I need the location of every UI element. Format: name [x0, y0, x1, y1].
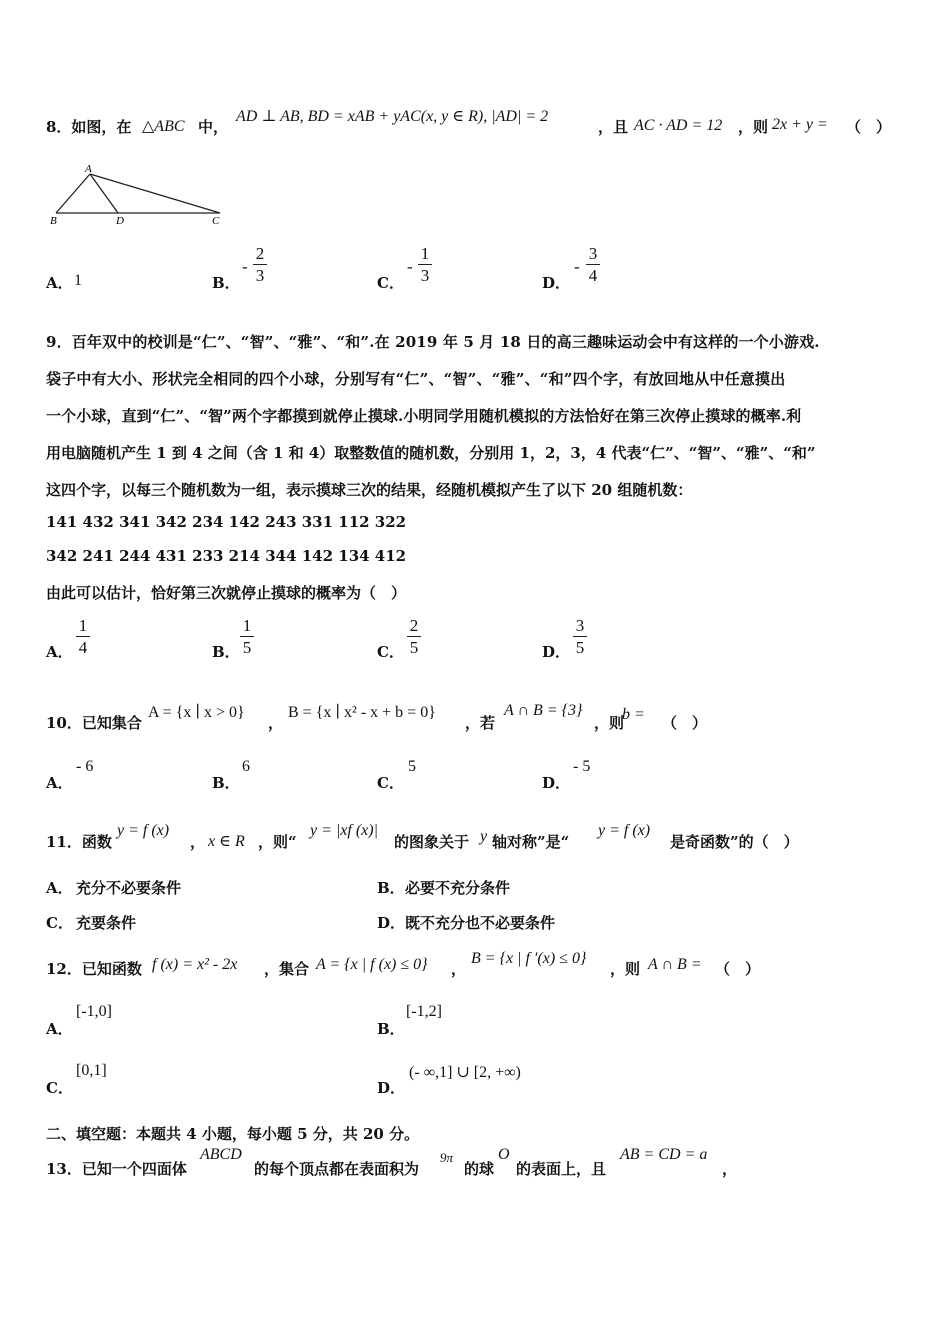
- q10-ze: ，则: [594, 714, 625, 732]
- denominator: 5: [242, 638, 252, 657]
- q9-line-5: 这四个字，以每三个随机数为一组，表示摸球三次的结果，经随机模拟产生了以下 20 组随机数：: [46, 481, 693, 499]
- numerator: 2: [255, 244, 265, 263]
- q10-ruo: ，若: [465, 714, 496, 732]
- q13-equation: AB = CD = a: [620, 1146, 708, 1163]
- q9-option-b-fraction: [240, 616, 254, 659]
- q10-set-a: A = {x ∣ x > 0}: [148, 704, 245, 721]
- q11-function-1: y = f (x): [117, 822, 170, 839]
- q9-option-a-fraction: [76, 616, 90, 659]
- q11-option-b-value: 必要不充分条件: [405, 879, 511, 897]
- q10-b: b =: [622, 706, 645, 723]
- q11-text-1: 的图象关于: [394, 833, 470, 851]
- q13-o: O: [498, 1146, 510, 1163]
- q9-option-c-label: C．: [377, 643, 404, 661]
- edge-ac: [90, 174, 220, 213]
- label-c: C: [212, 215, 220, 227]
- q9-line-3: 一个小球，直到“仁”、“智”两个字都摸到就停止摸球.小明同学用随机模拟的方法恰好在第三次停止摸球的概率.利: [46, 407, 802, 425]
- denominator: 4: [78, 638, 88, 657]
- q10-option-d-value: - 5: [573, 758, 591, 775]
- denominator: 5: [575, 638, 585, 657]
- q12-option-b-label: B．: [377, 1020, 405, 1038]
- numerator: 1: [420, 244, 430, 263]
- q10-intersection: A ∩ B = {3}: [504, 702, 583, 719]
- q10-option-a-value: - 6: [76, 758, 94, 775]
- q8-option-b-fraction: [253, 244, 267, 287]
- denominator: 3: [255, 266, 265, 285]
- q8-option-b-sign: -: [242, 257, 248, 276]
- q12-function: f (x) = x² - 2x: [152, 956, 238, 973]
- edge-ad: [90, 174, 118, 213]
- q8-option-a-value: 1: [74, 272, 82, 289]
- q12-option-c-label: C．: [46, 1079, 73, 1097]
- q9-option-c-fraction: [407, 616, 421, 659]
- q10-option-b-value: 6: [242, 758, 250, 775]
- numerator: 1: [242, 616, 252, 635]
- triangle-figure: [44, 160, 234, 230]
- numerator: 3: [575, 616, 585, 635]
- q12-set-b: B = {x | f ′(x) ≤ 0}: [471, 950, 587, 967]
- q8-ze: ，则: [738, 118, 769, 136]
- q11-option-a-value: 充分不必要条件: [76, 879, 182, 897]
- q8-option-c-label: C．: [377, 274, 404, 292]
- q13-text-1: 的每个顶点都在表面积为: [254, 1160, 420, 1178]
- q11-function-2: y = |xf (x)|: [310, 822, 378, 839]
- numerator: 3: [588, 244, 598, 263]
- q8-qie: ，且: [598, 118, 629, 136]
- q10-option-b-label: B．: [212, 774, 240, 792]
- q11-domain: x ∈ R: [208, 833, 245, 850]
- q12-option-a-label: A．: [46, 1020, 73, 1038]
- q13-area: 9π: [440, 1150, 454, 1165]
- q11-text-2: 轴对称”是“: [492, 833, 570, 851]
- q12-option-d-value: (- ∞,1] ∪ [2, +∞): [409, 1064, 521, 1081]
- q8-option-d-sign: -: [574, 257, 580, 276]
- q12-text-1: ，集合: [264, 960, 310, 978]
- q10-number: 10．已知集合: [46, 714, 142, 732]
- label-b: B: [50, 215, 57, 227]
- q13-end: ，: [722, 1160, 738, 1178]
- section-2-heading: 二、填空题：本题共 4 小题，每小题 5 分，共 20 分。: [46, 1125, 420, 1143]
- q8-zhong: 中，: [198, 118, 229, 136]
- q13-text-3: 的表面上，且: [516, 1160, 607, 1178]
- q11-y: y: [480, 828, 488, 845]
- q10-set-b: B = {x ∣ x² - x + b = 0}: [288, 704, 436, 721]
- q8-option-c-sign: -: [407, 257, 413, 276]
- q8-dot-product: AC · AD = 12: [634, 117, 723, 134]
- label-d: D: [116, 215, 124, 227]
- q8-option-d-fraction: [586, 244, 600, 287]
- q11-option-d-label: D．: [377, 914, 406, 932]
- q8-option-b-label: B．: [212, 274, 240, 292]
- q13-abcd: ABCD: [200, 1146, 242, 1163]
- denominator: 4: [588, 266, 598, 285]
- q12-intersection: A ∩ B =: [648, 956, 702, 973]
- q8-paren: （ ）: [846, 118, 892, 136]
- q12-number: 12．已知函数: [46, 960, 142, 978]
- q12-ze: ，则: [610, 960, 641, 978]
- q10-comma: ，: [268, 714, 284, 732]
- q9-question: 由此可以估计，恰好第三次就停止摸球的概率为（ ）: [46, 584, 407, 602]
- edge-ab: [56, 174, 90, 213]
- q13-text-2: 的球: [464, 1160, 495, 1178]
- q9-random-row-2: 342 241 244 431 233 214 344 142 134 412: [46, 547, 407, 565]
- q9-line-2: 袋子中有大小、形状完全相同的四个小球，分别写有“仁”、“智”、“雅”、“和”四个字，有放回地从中任意摸出: [46, 370, 786, 388]
- q8-triangle: △ABC: [142, 118, 185, 135]
- q10-option-c-label: C．: [377, 774, 404, 792]
- q11-option-a-label: A．: [46, 879, 73, 897]
- q10-option-c-value: 5: [408, 758, 416, 775]
- q10-paren: （ ）: [662, 714, 708, 732]
- label-a: A: [85, 163, 92, 175]
- q13-number: 13．已知一个四面体: [46, 1160, 187, 1178]
- q8-option-c-fraction: [418, 244, 432, 287]
- q11-option-d-value: 既不充分也不必要条件: [405, 914, 556, 932]
- q12-comma: ，: [451, 960, 467, 978]
- q11-option-c-value: 充要条件: [76, 914, 137, 932]
- q11-option-b-label: B．: [377, 879, 405, 897]
- q12-paren: （ ）: [715, 960, 761, 978]
- q8-expression: 2x + y =: [772, 116, 828, 133]
- q12-option-a-value: [-1,0]: [76, 1003, 112, 1020]
- q11-ze: ，则“: [258, 833, 297, 851]
- q12-option-c-value: [0,1]: [76, 1062, 107, 1079]
- q12-option-d-label: D．: [377, 1079, 406, 1097]
- q9-option-d-fraction: [573, 616, 587, 659]
- q11-number: 11．函数: [46, 833, 112, 851]
- numerator: 2: [409, 616, 419, 635]
- q11-function-3: y = f (x): [598, 822, 651, 839]
- q9-option-d-label: D．: [542, 643, 571, 661]
- q10-option-d-label: D．: [542, 774, 571, 792]
- q11-text-3: 是奇函数”的（ ）: [670, 833, 799, 851]
- denominator: 3: [420, 266, 430, 285]
- q11-option-c-label: C．: [46, 914, 73, 932]
- q8-option-d-label: D．: [542, 274, 571, 292]
- q9-random-row-1: 141 432 341 342 234 142 243 331 112 322: [46, 513, 407, 531]
- q9-line-1: 9．百年双中的校训是“仁”、“智”、“雅”、“和”.在 2019 年 5 月 18 日的高三趣味运动会中有这样的一个小游戏.: [46, 333, 820, 351]
- numerator: 1: [78, 616, 88, 635]
- q9-line-4: 用电脑随机产生 1 到 4 之间（含 1 和 4）取整数值的随机数，分别用 1，2，3，4 代表“仁”、“智”、“雅”、“和”: [46, 444, 816, 462]
- q9-option-a-label: A．: [46, 643, 73, 661]
- q11-comma: ，: [190, 833, 206, 851]
- q8-number: 8．如图，在: [46, 118, 132, 136]
- q10-option-a-label: A．: [46, 774, 73, 792]
- q12-set-a: A = {x | f (x) ≤ 0}: [316, 956, 428, 973]
- q8-condition: AD ⊥ AB, BD = xAB + yAC(x, y ∈ R), |AD| = 2: [236, 108, 549, 125]
- q12-option-b-value: [-1,2]: [406, 1003, 442, 1020]
- q9-option-b-label: B．: [212, 643, 240, 661]
- denominator: 5: [409, 638, 419, 657]
- q8-option-a-label: A．: [46, 274, 73, 292]
